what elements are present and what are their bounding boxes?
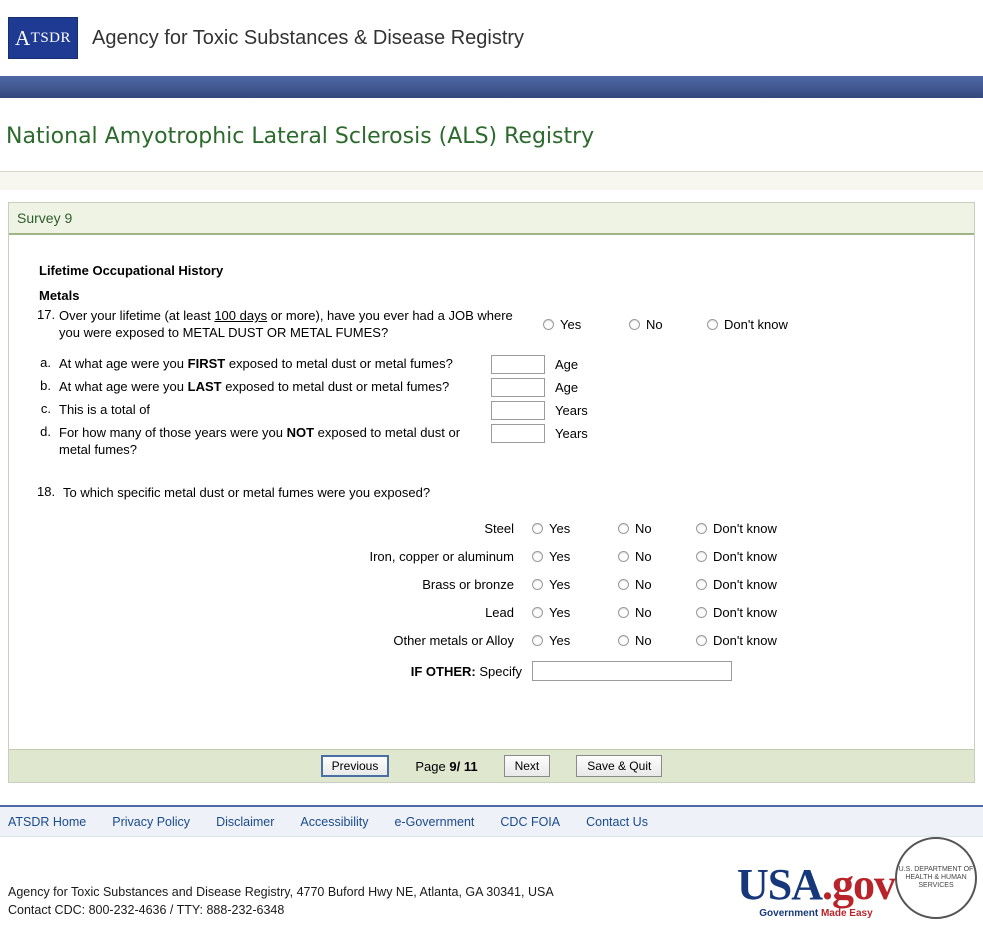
survey-panel: [8, 202, 975, 783]
iron-option-yes[interactable]: [532, 549, 618, 564]
iron-option-no-label: No: [635, 549, 652, 564]
question-17-option-dontknow-label: Don't know: [724, 317, 788, 332]
steel-option-dontknow[interactable]: [696, 521, 816, 536]
radio-icon[interactable]: [532, 523, 543, 534]
question-18-grid: [37, 521, 946, 681]
steel-option-yes-label: Yes: [549, 521, 571, 536]
subquestion-b-field: [491, 378, 578, 397]
radio-icon[interactable]: [696, 607, 707, 618]
subquestion-d-unit: Years: [555, 426, 588, 441]
steel-option-dontknow-label: Don't know: [713, 521, 777, 536]
radio-icon[interactable]: [696, 551, 707, 562]
radio-icon[interactable]: [618, 523, 629, 534]
subquestion-a-unit: Age: [555, 357, 579, 372]
usagov-tagline: [737, 909, 895, 919]
metal-label-brass-bronze: Brass or bronze: [422, 577, 514, 592]
radio-icon[interactable]: [618, 579, 629, 590]
if-other-row: [37, 661, 946, 681]
usagov-logo[interactable]: [736, 860, 895, 919]
total-years-input[interactable]: [491, 401, 545, 420]
subquestion-d-text-bold: NOT: [286, 425, 315, 440]
page-title: National Amyotrophic Lateral Sclerosis (ALS) Registry: [6, 124, 595, 149]
other-option-dontknow[interactable]: [696, 633, 816, 648]
usagov-word-usa: USA: [736, 860, 822, 909]
question-18: [37, 484, 946, 501]
question-17-text-underline: 100 days: [214, 308, 268, 323]
first-exposure-age-input[interactable]: [491, 355, 545, 374]
footer-bottom: [0, 837, 983, 919]
metal-row-iron-copper-aluminum: [37, 549, 946, 564]
question-17-option-yes[interactable]: [543, 317, 629, 332]
subquestion-c-letter: c.: [40, 401, 51, 416]
question-17-options: [543, 307, 827, 332]
lead-option-no[interactable]: [618, 605, 696, 620]
brass-option-dontknow-label: Don't know: [713, 577, 777, 592]
subquestion-a-letter: a.: [40, 355, 51, 370]
question-17-option-yes-label: Yes: [560, 317, 582, 332]
metal-label-steel: Steel: [484, 521, 514, 536]
subsection-title: Metals: [39, 288, 80, 303]
page-indicator-separator: /: [456, 758, 461, 774]
radio-icon[interactable]: [532, 635, 543, 646]
subquestion-b-text-bold: LAST: [187, 379, 222, 394]
question-18-text: To which specific metal dust or metal fumes were you exposed?: [63, 485, 431, 500]
radio-icon[interactable]: [532, 579, 543, 590]
question-17-option-no-label: No: [646, 317, 663, 332]
other-option-yes-label: Yes: [549, 633, 571, 648]
metal-row-steel: [37, 521, 946, 536]
subquestion-a-text-bold: FIRST: [187, 356, 226, 371]
other-option-no[interactable]: [618, 633, 696, 648]
metal-label-other: Other metals or Alloy: [393, 633, 514, 648]
survey-navigation: [9, 749, 974, 782]
lead-option-yes-label: Yes: [549, 605, 571, 620]
steel-option-no-label: No: [635, 521, 652, 536]
subquestion-c-text: [59, 401, 491, 418]
question-17-option-no[interactable]: [629, 317, 707, 332]
radio-icon[interactable]: [696, 579, 707, 590]
if-other-label-bold: IF OTHER:: [410, 663, 476, 679]
metal-label-lead: Lead: [485, 605, 514, 620]
footer-address-line1: Agency for Toxic Substances and Disease Registry, 4770 Buford Hwy NE, Atlanta, GA 30341, USA: [8, 885, 554, 899]
metal-row-lead: [37, 605, 946, 620]
page-indicator-label: Page: [415, 758, 446, 774]
usagov-tagline-part2: Made Easy: [820, 908, 873, 919]
question-17-text-part2: or more), have you ever had a JOB where you were exposed to METAL DUST OR METAL FUMES?: [59, 308, 513, 340]
usagov-word-gov: gov: [832, 860, 895, 909]
other-option-yes[interactable]: [532, 633, 618, 648]
subquestion-b-unit: Age: [555, 380, 579, 395]
subquestion-d-field: [491, 424, 588, 443]
footer-link-e-government[interactable]: e-Government: [394, 814, 475, 829]
previous-button[interactable]: Previous: [321, 755, 390, 777]
subquestion-a-field: [491, 355, 578, 374]
subquestion-d-text: [59, 424, 491, 458]
lead-option-dontknow-label: Don't know: [713, 605, 777, 620]
metal-row-brass-bronze: [37, 577, 946, 592]
site-header: [0, 0, 983, 76]
question-17-text-part1: Over your lifetime (at least: [59, 308, 215, 323]
next-button[interactable]: Next: [504, 755, 551, 777]
lead-option-no-label: No: [635, 605, 652, 620]
footer-link-accessibility[interactable]: Accessibility: [300, 814, 369, 829]
page-indicator-total: 11: [463, 758, 478, 774]
subquestion-a-text-post: exposed to metal dust or metal fumes?: [225, 356, 453, 371]
footer-link-atsdr-home[interactable]: ATSDR Home: [8, 814, 87, 829]
footer-link-privacy-policy[interactable]: Privacy Policy: [112, 814, 191, 829]
subquestion-b: [37, 378, 946, 397]
subquestion-d: [37, 424, 946, 458]
last-exposure-age-input[interactable]: [491, 378, 545, 397]
brass-option-no-label: No: [635, 577, 652, 592]
atsdr-logo-initial: A: [14, 25, 31, 50]
subquestion-c: [37, 401, 946, 420]
page-indicator-current: 9: [449, 758, 457, 774]
if-other-label-rest: Specify: [475, 663, 522, 679]
usagov-wordmark: [736, 860, 895, 909]
brass-option-yes[interactable]: [532, 577, 618, 592]
not-exposed-years-input[interactable]: [491, 424, 545, 443]
subquestion-c-text-pre: This is a total of: [59, 402, 151, 417]
radio-icon[interactable]: [532, 551, 543, 562]
footer-link-contact-us[interactable]: Contact Us: [586, 814, 648, 829]
hhs-seal-icon: [895, 837, 977, 919]
section-title: Lifetime Occupational History: [39, 263, 224, 278]
question-17: [37, 307, 946, 341]
subquestion-d-text-post: exposed to metal dust or metal fumes?: [59, 425, 461, 457]
survey-panel-heading: Survey 9: [9, 203, 974, 235]
footer-address-line2: Contact CDC: 800-232-4636 / TTY: 888-232-6348: [8, 903, 285, 917]
subquestion-a-text: [59, 355, 491, 372]
other-option-no-label: No: [635, 633, 652, 648]
agency-title: Agency for Toxic Substances & Disease Registry: [92, 26, 525, 49]
radio-icon[interactable]: [543, 319, 554, 330]
usagov-word-dot: .: [822, 860, 832, 909]
brass-option-dontknow[interactable]: [696, 577, 816, 592]
atsdr-logo: [8, 17, 78, 59]
header-blue-band: [0, 76, 983, 98]
if-other-label: [37, 664, 532, 679]
subquestion-a: [37, 355, 946, 374]
usagov-tagline-part1: Government: [759, 908, 819, 919]
question-17-subquestions: [37, 355, 946, 458]
radio-icon[interactable]: [532, 607, 543, 618]
if-other-specify-input[interactable]: [532, 661, 732, 681]
subquestion-b-text-post: exposed to metal dust or metal fumes?: [221, 379, 450, 394]
footer-links: [0, 807, 983, 837]
subquestion-c-unit: Years: [555, 403, 588, 418]
radio-icon[interactable]: [629, 319, 640, 330]
steel-option-yes[interactable]: [532, 521, 618, 536]
radio-icon[interactable]: [618, 635, 629, 646]
footer-link-disclaimer[interactable]: Disclaimer: [216, 814, 275, 829]
page-indicator: [415, 759, 477, 774]
hhs-seal-text: U.S. DEPARTMENT OF HEALTH & HUMAN SERVICES: [898, 866, 974, 889]
question-17-option-dontknow[interactable]: [707, 317, 827, 332]
atsdr-logo-rest: TSDR: [30, 29, 71, 46]
subquestion-d-letter: d.: [40, 424, 51, 439]
subquestion-c-field: [491, 401, 588, 420]
subquestion-b-letter: b.: [40, 378, 51, 393]
subquestion-b-text: [59, 378, 491, 395]
survey-panel-body: [9, 235, 974, 735]
save-and-quit-button[interactable]: Save & Quit: [576, 755, 662, 777]
radio-icon[interactable]: [618, 551, 629, 562]
brass-option-no[interactable]: [618, 577, 696, 592]
footer-address: [0, 873, 562, 919]
question-18-number: 18.: [37, 484, 56, 499]
radio-icon[interactable]: [707, 319, 718, 330]
metal-row-other: [37, 633, 946, 648]
radio-icon[interactable]: [696, 635, 707, 646]
radio-icon[interactable]: [696, 523, 707, 534]
title-strip: [0, 172, 983, 190]
metal-label-iron-copper-aluminum: Iron, copper or aluminum: [369, 549, 514, 564]
lead-option-dontknow[interactable]: [696, 605, 816, 620]
iron-option-no[interactable]: [618, 549, 696, 564]
footer-seals: [737, 837, 983, 919]
subquestion-b-text-pre: At what age were you: [59, 379, 188, 394]
question-17-number: 17.: [37, 307, 56, 322]
subquestion-a-text-pre: At what age were you: [59, 356, 188, 371]
lead-option-yes[interactable]: [532, 605, 618, 620]
iron-option-dontknow[interactable]: [696, 549, 816, 564]
iron-option-dontknow-label: Don't know: [713, 549, 777, 564]
question-17-text: [59, 307, 529, 341]
radio-icon[interactable]: [618, 607, 629, 618]
iron-option-yes-label: Yes: [549, 549, 571, 564]
subquestion-d-text-pre: For how many of those years were you: [59, 425, 287, 440]
footer-link-cdc-foia[interactable]: CDC FOIA: [500, 814, 561, 829]
brass-option-yes-label: Yes: [549, 577, 571, 592]
steel-option-no[interactable]: [618, 521, 696, 536]
other-option-dontknow-label: Don't know: [713, 633, 777, 648]
